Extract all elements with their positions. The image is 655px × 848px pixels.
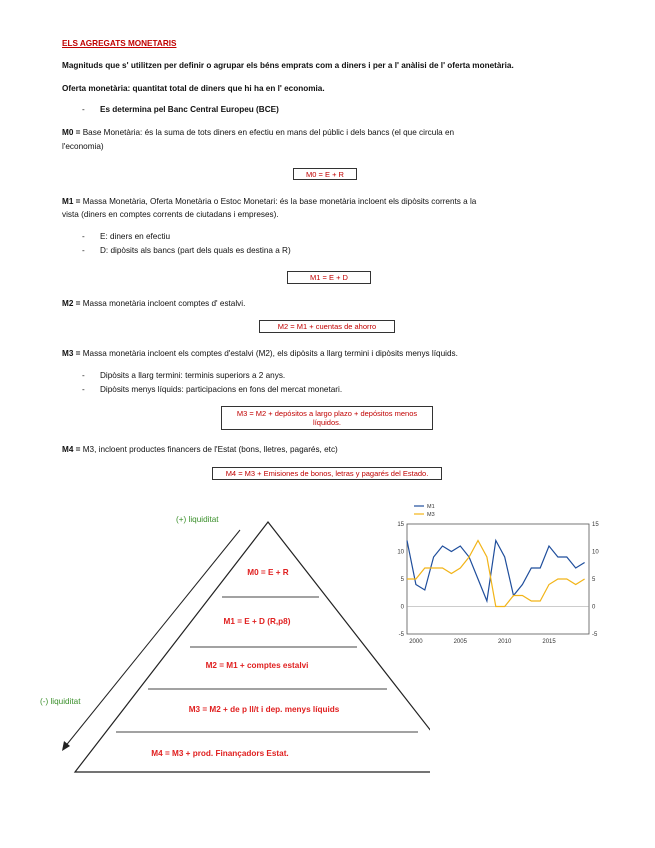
- m1-label: M1 =: [62, 197, 81, 206]
- intro-text: Magnituds que s' utilitzen per definir o agrupar els béns emprats com a diners i per a l' anàlisi de l' oferta monetària.: [62, 61, 514, 70]
- y-tick-label-right: 5: [592, 577, 596, 583]
- document-title: ELS AGREGATS MONETARIS: [62, 39, 177, 48]
- m0-text: Base Monetària: és la suma de tots diners en efectiu en mans del públic i dels bancs (el que circula en: [80, 128, 455, 137]
- legend-m1-label: M1: [427, 504, 435, 510]
- m1-line2: vista (diners en comptes corrents de ciutadans i empreses).: [62, 210, 279, 219]
- bce-bullet: Es determina pel Banc Central Europeu (BCE): [100, 105, 279, 114]
- bullet-dash: -: [82, 246, 85, 255]
- m2-line: [62, 298, 245, 309]
- m3-text: Massa monetària incloent els comptes d'estalvi (M2), els dipòsits a llarg termini i dipòsits menys líquids.: [80, 349, 458, 358]
- oferta-line: [62, 83, 325, 94]
- monetary-aggregates-chart: [390, 496, 610, 646]
- y-tick-label-left: 10: [397, 549, 404, 556]
- m0-label: M0 =: [62, 128, 81, 137]
- m0-line1: [62, 127, 454, 138]
- m4-line: [62, 444, 338, 455]
- y-tick-label-right: -5: [592, 632, 598, 638]
- liquidity-arrow-line: [64, 530, 240, 748]
- oferta-text: quantitat total de diners que hi ha en l' economia.: [130, 84, 325, 93]
- bullet-dash: -: [82, 385, 85, 394]
- x-tick-label: 2000: [409, 639, 423, 645]
- series-line-m1: [407, 541, 585, 602]
- m1-formula-box: M1 = E + D: [287, 271, 371, 284]
- m4-text: M3, incloent productes financers de l'Estat (bons, lletres, pagarés, etc): [80, 445, 338, 454]
- m4-formula-box: M4 = M3 + Emisiones de bonos, letras y pagarés del Estado.: [212, 467, 442, 480]
- m0-formula-box: M0 = E + R: [293, 168, 357, 180]
- more-liquidity-label: (+) liquiditat: [176, 515, 219, 524]
- y-tick-label-right: 15: [592, 522, 599, 528]
- y-tick-label-left: -5: [398, 632, 404, 638]
- m1-bullet1: E: diners en efectiu: [100, 232, 171, 241]
- m3-formula-line1: M3 = M2 + depósitos a largo plazo + depósitos menos: [236, 409, 418, 418]
- y-tick-label-left: 15: [397, 522, 404, 528]
- pyramid-level-m2: M2 = M1 + comptes estalvi: [205, 661, 309, 670]
- m3-label: M3 =: [62, 349, 81, 358]
- legend-m3-label: M3: [427, 512, 435, 518]
- m2-label: M2 =: [62, 299, 81, 308]
- m3-bullet1: Dipòsits a llarg termini: terminis superiors a 2 anys.: [100, 371, 286, 380]
- y-tick-label-right: 10: [592, 549, 599, 556]
- m1-text: Massa Monetària, Oferta Monetària o Estoc Monetari: és la base monetària incloent els dipòsits corrents a la: [80, 197, 477, 206]
- pyramid-level-m3: M3 = M2 + de p ll/t i dep. menys líquids: [188, 705, 340, 714]
- m3-line: [62, 348, 458, 359]
- y-tick-label-left: 5: [400, 577, 404, 583]
- m3-bullet2: Dipòsits menys líquids: participacions en fons del mercat monetari.: [100, 385, 343, 394]
- y-tick-label-right: 0: [592, 604, 596, 611]
- m3-formula-box: [221, 406, 433, 430]
- bullet-dash: -: [82, 232, 85, 241]
- pyramid-level-m1: M1 = E + D (R,p8): [223, 617, 291, 626]
- m0-line2: l'economia): [62, 142, 104, 151]
- pyramid-level-m0: M0 = E + R: [247, 568, 289, 577]
- m4-label: M4 =: [62, 445, 81, 454]
- x-tick-label: 2015: [542, 639, 556, 645]
- m1-line1: [62, 196, 476, 207]
- x-tick-label: 2005: [453, 639, 467, 645]
- liquidity-pyramid: [0, 500, 430, 790]
- pyramid-level-m4: M4 = M3 + prod. Finançadors Estat.: [151, 749, 289, 758]
- chart-legend: [414, 504, 435, 518]
- bullet-dash: -: [82, 371, 85, 380]
- y-tick-label-left: 0: [400, 604, 404, 611]
- x-tick-label: 2010: [497, 639, 512, 645]
- bullet-dash: -: [82, 105, 85, 114]
- m3-formula-line2: líquidos.: [313, 418, 341, 427]
- m1-bullet2: D: dipòsits als bancs (part dels quals es destina a R): [100, 246, 291, 255]
- oferta-label: Oferta monetària:: [62, 84, 131, 93]
- less-liquidity-label: (-) liquiditat: [40, 697, 81, 706]
- series-line-m3: [407, 541, 585, 607]
- m2-text: Massa monetària incloent comptes d' estalvi.: [80, 299, 246, 308]
- m2-formula-box: M2 = M1 + cuentas de ahorro: [259, 320, 395, 333]
